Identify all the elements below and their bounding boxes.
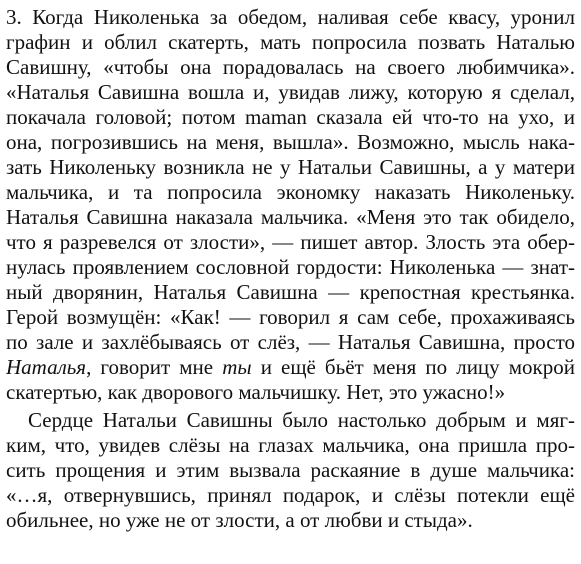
paragraph-1-line-10: что я разревелся от злости», — пишет автор. Злость эта обер- <box>6 230 575 254</box>
line-15-text-1: , говорит мне <box>86 355 223 379</box>
paragraph-1-line-14: по зале и захлёбываясь от слёз, — Наталья Савишна, просто <box>6 330 575 354</box>
paragraph-2-line-2: ким, что, увидев слёзы на глазах мальчика, она пришла про- <box>6 433 575 457</box>
line-15-text-2: и ещё бьёт меня по лицу мокрой <box>251 355 575 379</box>
paragraph-1-line-16: скатертью, как дворового мальчишку. Нет, это ужасно!» <box>6 380 506 404</box>
paragraph-2-line-3: сить прощения и этим вызвала раскаяние в душе мальчика: <box>6 458 575 482</box>
paragraph-2-line-5: обильнее, но уже не от злости, а от любви и стыда». <box>6 508 473 532</box>
paragraph-1-line-2: графин и облил скатерть, мать попросила позвать Наталью <box>6 30 575 54</box>
paragraph-1-line-1: 3. Когда Николенька за обедом, наливая себе квасу, уронил <box>6 5 575 29</box>
paragraph-1-line-15 <box>6 355 575 380</box>
italic-word-ty: ты <box>222 355 252 379</box>
paragraph-1-line-6: она, погрозившись на меня, вышла». Возможно, мысль нака- <box>6 130 575 154</box>
paragraph-1-line-3: Савишну, «чтобы она порадовалась на своего любимчика». <box>6 55 575 79</box>
paragraph-1-line-12: ный дворянин, Наталья Савишна — крепостная крестьянка. <box>6 280 575 304</box>
paragraph-1-line-9: Наталья Савишна наказала мальчика. «Меня это так обидело, <box>6 205 575 229</box>
paragraph-1-line-7: зать Николеньку возникла не у Натальи Савишны, а у матери <box>6 155 575 179</box>
paragraph-2-line-1: Сердце Натальи Савишны было настолько добрым и мяг- <box>28 408 575 432</box>
italic-word-natalya: Наталья <box>6 355 87 379</box>
paragraph-1-line-4: «Наталья Савишна вошла и, увидав лижу, которую я сделал, <box>6 80 575 104</box>
paragraph-1-line-8: мальчика, и та попросила экономку наказать Николеньку. <box>6 180 575 204</box>
paragraph-1-line-5: покачала головой; потом maman сказала ей что-то на ухо, и <box>6 105 575 129</box>
paragraph-2-line-4: «…я, отвернувшись, принял подарок, и слёзы потекли ещё <box>6 483 575 507</box>
paragraph-1-line-13: Герой возмущён: «Как! — говорил я сам себе, прохаживаясь <box>6 305 575 329</box>
paragraph-1-line-11: нулась проявлением сословной гордости: Николенька — знат- <box>6 255 575 279</box>
